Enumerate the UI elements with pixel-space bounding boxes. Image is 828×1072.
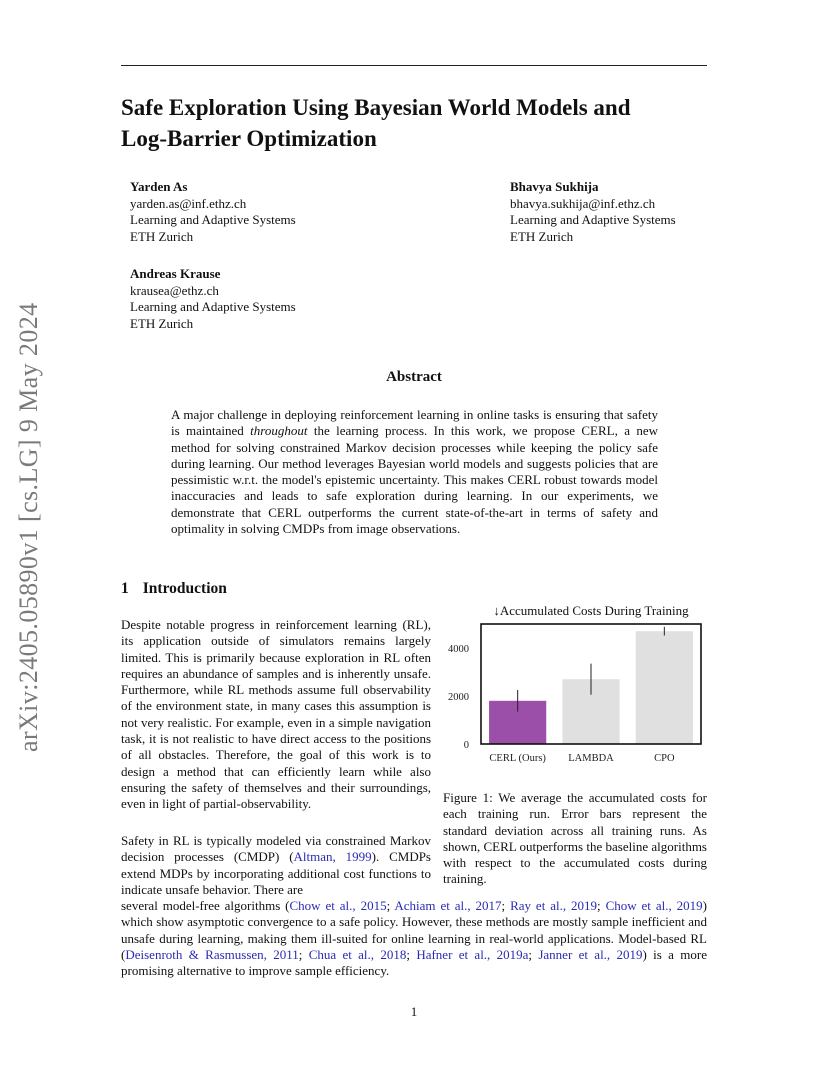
bar-2	[636, 631, 693, 744]
author-affiliation: Learning and Adaptive Systems	[510, 212, 676, 227]
y-tick-label-0: 0	[463, 740, 469, 751]
intro-paragraph-2-cont	[121, 898, 707, 979]
bar-chart	[440, 600, 710, 780]
citation-link[interactable]: Chow et al., 2019	[605, 898, 703, 913]
paper-title	[121, 92, 721, 154]
text-span: ;	[528, 946, 539, 962]
author-name: Andreas Krause	[130, 266, 221, 281]
top-rule	[121, 65, 707, 66]
citation-link[interactable]: Deisenroth & Rasmussen, 2011	[125, 946, 299, 962]
abstract-emphasis: throughout	[250, 423, 308, 439]
text-span: ) is a more promising alternative to improve sample efficiency.	[121, 946, 707, 979]
chart-title: ↓Accumulated Costs During Training	[493, 603, 689, 618]
author-affiliation: Learning and Adaptive Systems	[130, 299, 296, 314]
author-email[interactable]: yarden.as@inf.ethz.ch	[130, 195, 247, 211]
arxiv-stamp: arXiv:2405.05890v1 [cs.LG] 9 May 2024	[14, 302, 43, 752]
text-span: ;	[298, 946, 309, 962]
intro-paragraph-2	[121, 833, 431, 898]
x-tick-label-0: CERL (Ours)	[489, 753, 546, 764]
author-institution: ETH Zurich	[130, 228, 194, 244]
author-block-3	[130, 266, 296, 332]
author-institution: ETH Zurich	[130, 315, 194, 331]
author-name: Yarden As	[130, 179, 188, 194]
x-tick-label-2: CPO	[654, 753, 675, 764]
citation-link[interactable]: Chua et al., 2018	[308, 946, 407, 962]
page-number: 1	[410, 1004, 418, 1019]
author-email[interactable]: krausea@ethz.ch	[130, 282, 219, 298]
title-line-2: Log-Barrier Optimization	[121, 126, 377, 151]
abstract-part-2: the learning process. In this work, we propose CERL, a new method for solving constrained Markov decision processes while keeping the policy safe during learning. Our method leverages Bayesian world models and suggests policies that are pessimistic w.r.t. the model's epistemic uncertainty. This makes CERL robust towards model inaccuracies and leads to safe exploration during learning. In our experiments, we demonstrate that CERL outperforms the current state-of-the-art in terms of safety and optimality in solving CMDPs from image observations.	[171, 423, 658, 537]
text-span: ). CMDPs extend MDPs by incorporating additional cost functions to indicate unsafe behavior. There are	[121, 849, 431, 897]
citation-link[interactable]: Hafner et al., 2019a	[416, 946, 529, 962]
author-name: Bhavya Sukhija	[510, 179, 599, 194]
section-heading	[121, 580, 227, 598]
citation-link[interactable]: Altman, 1999	[293, 849, 372, 865]
author-block-1	[130, 179, 296, 245]
author-institution: ETH Zurich	[510, 228, 574, 244]
author-email[interactable]: bhavya.sukhija@inf.ethz.ch	[510, 195, 656, 211]
abstract-text	[171, 407, 658, 537]
text-span: Safety in RL is typically modeled via constrained Markov decision processes (CMDP) (	[121, 833, 431, 865]
citation-link[interactable]: Chow et al., 2015	[289, 898, 387, 913]
author-block-2	[510, 179, 676, 245]
citation-link[interactable]: Ray et al., 2019	[510, 898, 598, 913]
text-span: ;	[386, 898, 395, 913]
abstract-heading: Abstract	[386, 369, 442, 385]
text-span: ;	[501, 898, 511, 913]
intro-paragraph-1: Despite notable progress in reinforcement learning (RL), its application outside of simulators remains largely limited. This is primarily because exploration in RL often requires an abundance of samples and is inherently unsafe. Furthermore, while RL methods assume full observability of the environment state, in many cases this assumption is not very realistic. For example, even in a simple navigation task, it is not realistic to have direct access to the positions of all obstacles. Therefore, the goal of this work is to design a method that can efficiently learn while also ensuring the safety of themselves and their surroundings, even in light of partial-observability.	[121, 617, 431, 812]
figure-1	[440, 600, 710, 780]
figure-caption: Figure 1: We average the accumulated costs for each training run. Error bars represent the standard deviation across all training runs. As shown, CERL outperforms the baseline algorithms with respect to the accumulated costs during training.	[443, 790, 707, 887]
abstract-part-1: A major challenge in deploying reinforcement learning in online tasks is ensuring that safety is maintained	[171, 407, 658, 439]
section-title: Introduction	[142, 580, 227, 597]
y-tick-label-1: 2000	[448, 692, 469, 703]
title-line-1: Safe Exploration Using Bayesian World Models and	[121, 95, 631, 120]
citation-link[interactable]: Janner et al., 2019	[538, 946, 643, 962]
text-span: ;	[406, 946, 417, 962]
text-span: ;	[597, 898, 606, 913]
y-tick-label-2: 4000	[448, 644, 469, 655]
text-span: ) which show asymptotic convergence to a safe policy. However, these methods are mostly sample inefficient and unsafe during learning, making them ill-suited for online learning in real-world applications. Model-based RL (	[121, 898, 707, 962]
citation-link[interactable]: Achiam et al., 2017	[394, 898, 502, 913]
author-affiliation: Learning and Adaptive Systems	[130, 212, 296, 227]
section-number: 1	[121, 580, 129, 597]
text-span: several model-free algorithms (	[121, 898, 290, 913]
x-tick-label-1: LAMBDA	[568, 753, 614, 764]
